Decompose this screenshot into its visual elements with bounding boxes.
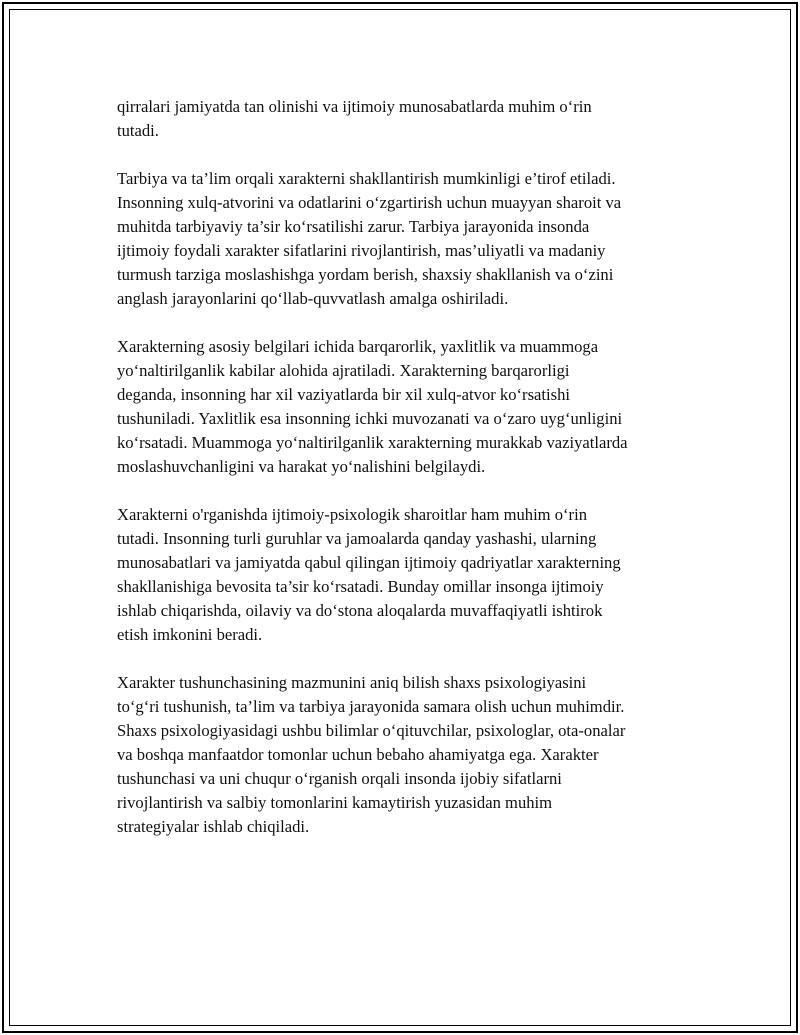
paragraph	[117, 503, 707, 647]
text-line: moslashuvchanligini va harakat yo‘nalishini belgilaydi.	[117, 457, 486, 476]
text-line: tutadi.	[117, 121, 159, 140]
text-line: shakllanishiga bevosita ta’sir ko‘rsatadi. Bunday omillar insonga ijtimoiy	[117, 577, 604, 596]
text-line: munosabatlari va jamiyatda qabul qilingan ijtimoiy qadriyatlar xarakterning	[117, 553, 621, 572]
text-line: deganda, insonning har xil vaziyatlarda bir xil xulq-atvor ko‘rsatishi	[117, 385, 570, 404]
text-line: muhitda tarbiyaviy ta’sir ko‘rsatilishi zarur. Tarbiya jarayonida insonda	[117, 217, 590, 236]
text-line: ishlab chiqarishda, oilaviy va do‘stona aloqalarda muvaffaqiyatli ishtirok	[117, 601, 603, 620]
paragraph	[117, 167, 707, 311]
text-line: Xarakterni o'rganishda ijtimoiy-psixologik sharoitlar ham muhim o‘rin	[117, 505, 587, 524]
text-line: Insonning xulq-atvorini va odatlarini o‘zgartirish uchun muayyan sharoit va	[117, 193, 622, 212]
paragraph	[117, 671, 707, 839]
text-line: turmush tarziga moslashishga yordam berish, shaxsiy shakllanish va o‘zini	[117, 265, 614, 284]
text-line: anglash jarayonlarini qo‘llab-quvvatlash amalga oshiriladi.	[117, 289, 509, 308]
text-line: tushunchasi va uni chuqur o‘rganish orqali insonda ijobiy sifatlarni	[117, 769, 562, 788]
paragraph	[117, 95, 707, 143]
paragraph	[117, 335, 707, 479]
text-line: yo‘naltirilganlik kabilar alohida ajratiladi. Xarakterning barqarorligi	[117, 361, 570, 380]
text-line: to‘g‘ri tushunish, ta’lim va tarbiya jarayonida samara olish uchun muhimdir.	[117, 697, 625, 716]
text-line: va boshqa manfaatdor tomonlar uchun bebaho ahamiyatga ega. Xarakter	[117, 745, 599, 764]
text-line: Shaxs psixologiyasidagi ushbu bilimlar o‘qituvchilar, psixologlar, ota-onalar	[117, 721, 626, 740]
text-line: ko‘rsatadi. Muammoga yo‘naltirilganlik xarakterning murakkab vaziyatlarda	[117, 433, 628, 452]
text-line: tushuniladi. Yaxlitlik esa insonning ichki muvozanati va o‘zaro uyg‘unligini	[117, 409, 623, 428]
text-line: Xarakterning asosiy belgilari ichida barqarorlik, yaxlitlik va muammoga	[117, 337, 599, 356]
text-line: etish imkonini beradi.	[117, 625, 263, 644]
text-line: tutadi. Insonning turli guruhlar va jamoalarda qanday yashashi, ularning	[117, 529, 597, 548]
document-body	[117, 95, 707, 863]
text-line: strategiyalar ishlab chiqiladi.	[117, 817, 310, 836]
text-line: qirralari jamiyatda tan olinishi va ijtimoiy munosabatlarda muhim o‘rin	[117, 97, 592, 116]
text-line: ijtimoiy foydali xarakter sifatlarini rivojlantirish, mas’uliyatli va madaniy	[117, 241, 606, 260]
text-line: Tarbiya va ta’lim orqali xarakterni shakllantirish mumkinligi e’tirof etiladi.	[117, 169, 616, 188]
text-line: rivojlantirish va salbiy tomonlarini kamaytirish yuzasidan muhim	[117, 793, 553, 812]
text-line: Xarakter tushunchasining mazmunini aniq bilish shaxs psixologiyasini	[117, 673, 587, 692]
